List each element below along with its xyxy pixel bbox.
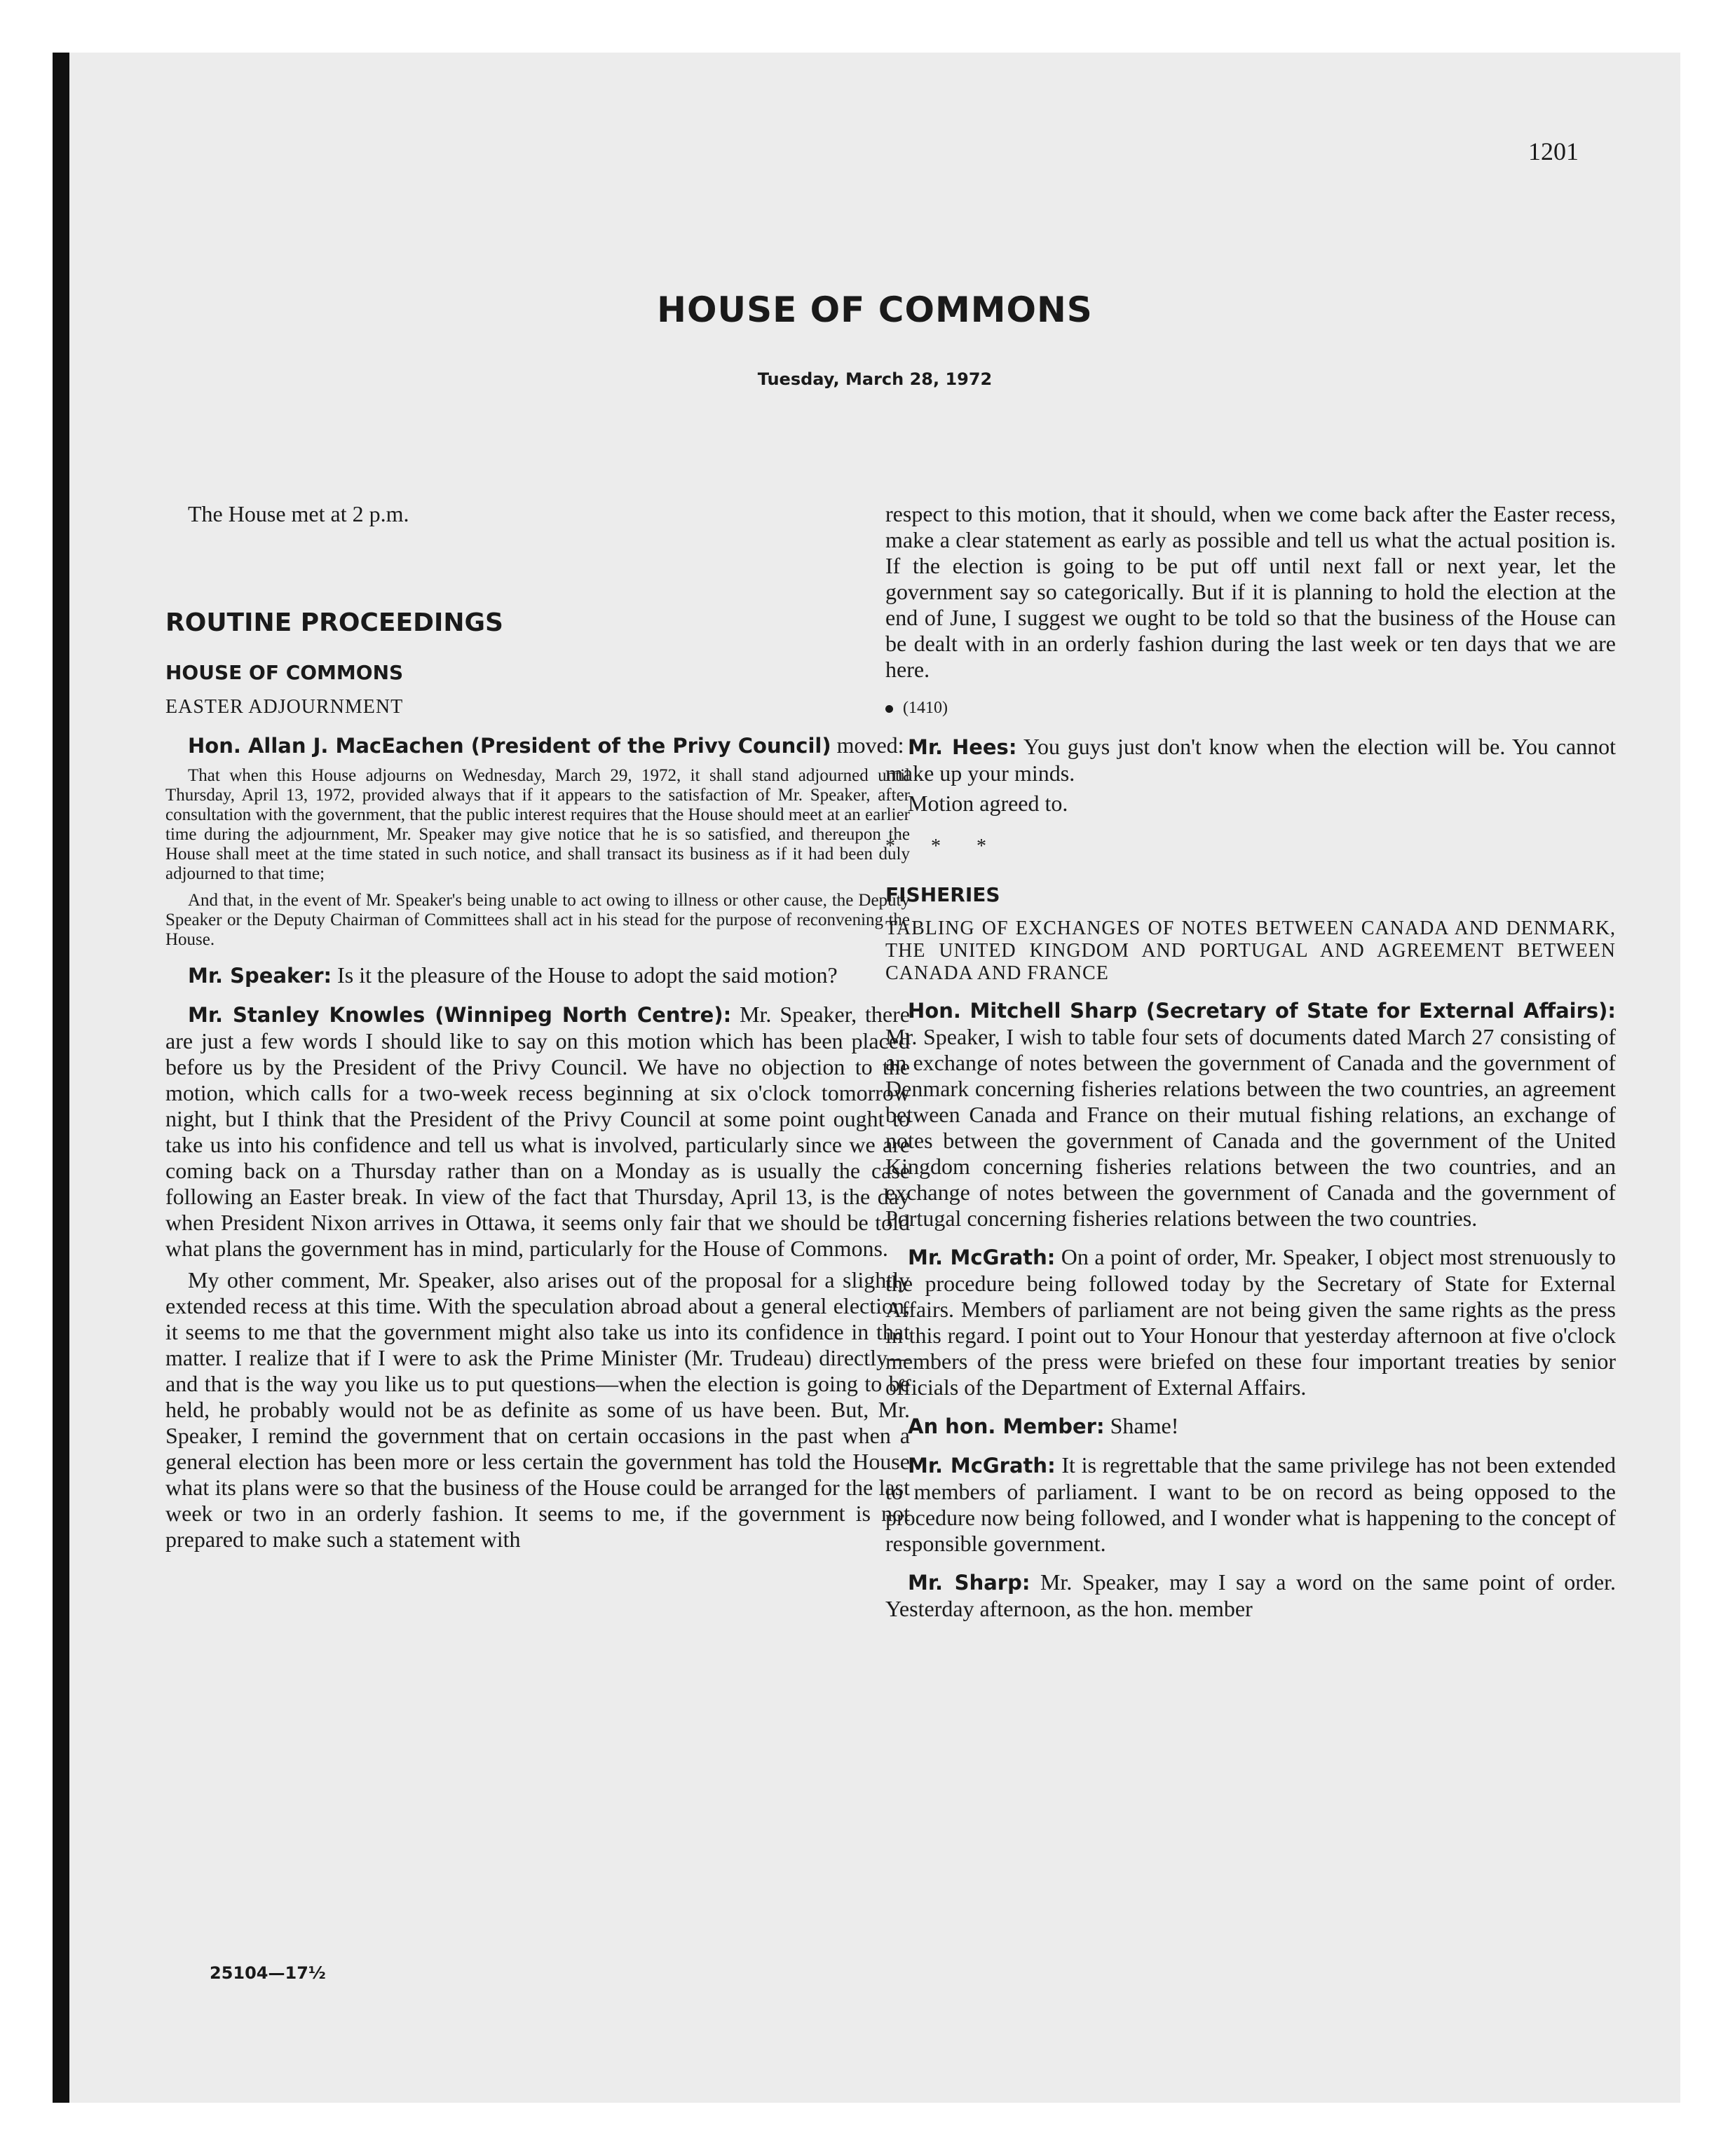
speaker-name: Mr. Hees: [908,735,1017,759]
speaker-name: An hon. Member: [908,1414,1105,1438]
mover-paragraph [165,732,910,759]
speaker-name: Hon. Allan J. MacEachen (President of the Privy Council) [188,734,831,758]
section-separator: * * * [885,835,1002,857]
speaker-name: Mr. McGrath: [908,1246,1056,1269]
speaker-name: Mr. McGrath: [908,1454,1056,1478]
speech-text: On a point of order, Mr. Speaker, I object most strenuously to the procedure being followed today by the Secretary of State for External Affairs. Members of parliament are not being given the same rights as the press in this regard. I point out to Your Honour that yesterday afternoon at five o'clock members of the press were briefed on these four important treaties by senior officials of the Department of External Affairs. [885,1244,1617,1400]
section-heading-routine-proceedings: ROUTINE PROCEEDINGS [165,608,503,637]
speech-paragraph: My other comment, Mr. Speaker, also arises out of the proposal for a slightly extended recess at this time. With the speculation abroad about a general election, it seems to me that the government might also take us into its confidence in that matter. I realize that if I were to ask the Prime Minister (Mr. Trudeau) directly—and that is the way you like us to put questions—when the election is going to be held, he probably would not be as definite as some of us have been. But, Mr. Speaker, I remind the government that on certain occasions in the past when a general election has been more or less certain the government has told the House what its plans were so that the business of the House could be arranged for the last week or two in an orderly fashion. It seems to me, if the government is not prepared to make such a statement with [165,1267,910,1552]
left-column [165,501,910,1553]
topic-easter-adjournment: EASTER ADJOURNMENT [165,696,404,718]
speech-paragraph [885,734,1616,786]
printer-code: 25104—17½ [210,1963,326,1983]
motion-paragraph: And that, in the event of Mr. Speaker's being unable to act owing to illness or other cause, the Deputy Speaker or the Deputy Chairman of Committees shall act in his stead for the purpose of reconvening the House. [165,891,910,949]
sitting-date: Tuesday, March 28, 1972 [757,369,993,389]
speaker-name: Mr. Sharp: [908,1571,1030,1595]
speech-paragraph [885,997,1616,1231]
speech-text: Shame! [1104,1413,1179,1438]
subheading-house-of-commons: HOUSE OF COMMONS [165,661,404,684]
scan-binding-edge [53,53,69,2103]
opening-line: The House met at 2 p.m. [188,501,409,526]
time-marker: (1410) [885,695,1616,721]
speech-paragraph [885,1569,1616,1622]
speech-paragraph [165,1002,910,1262]
speech-paragraph [885,1413,1616,1440]
hansard-page [69,53,1680,2103]
speaker-name: Mr. Speaker: [188,964,332,988]
section-heading-fisheries: FISHERIES [885,883,1000,906]
speech-text: Is it the pleasure of the House to adopt the said motion? [332,962,838,988]
speaker-name: Hon. Mitchell Sharp (Secretary of State for External Affairs): [908,999,1616,1023]
speech-text: Mr. Speaker, there are just a few words I should like to say on this motion which has been placed before us by the President of the Privy Council. We have no objection to the motion, which calls for a two-week recess beginning at six o'clock tomorrow night, but I think that the President of the Privy Council at some point ought to take us into his confidence and tell us what is involved, particularly since we are coming back on a Thursday rather than on a Monday as is usually the case following an Easter break. In view of the fact that Thursday, April 13, is the day when President Nixon arrives in Ottawa, it seems only fair that we should be told what plans the government has in mind, particularly for the House of Commons. [165,1002,910,1261]
bullet-icon [885,705,893,713]
speech-text: Mr. Speaker, may I say a word on the same point of order. Yesterday afternoon, as the hon. member [885,1569,1616,1621]
speech-paragraph [885,1244,1616,1400]
speech-continuation: respect to this motion, that it should, when we come back after the Easter recess, make a clear statement as early as possible and tell us what the actual position is. If the election is going to be put off until next fall or next year, let the government say so categorically. But if it is planning to hold the election at the end of June, I suggest we ought to be told so that the business of the House can be dealt with in an orderly fashion during the last week or ten days that we are here. [885,501,1616,682]
page-number: 1201 [1528,137,1579,165]
speech-text: moved: [831,732,904,758]
journal-title: HOUSE OF COMMONS [657,289,1093,330]
right-column [885,501,1616,1622]
speech-text: You guys just don't know when the election will be. You cannot make up your minds. [885,734,1617,786]
scanned-page [53,53,1680,2103]
speaker-name: Mr. Stanley Knowles (Winnipeg North Centre): [188,1003,732,1027]
speech-text: It is regrettable that the same privilege has not been extended to members of parliament. I want to be on record as being opposed to the procedure now being followed, and I wonder what is happening to the concept of responsible government. [885,1452,1617,1556]
speech-paragraph [165,962,910,989]
speech-paragraph [885,1452,1616,1557]
topic-tabling-of-notes: TABLING OF EXCHANGES OF NOTES BETWEEN CANADA AND DENMARK, THE UNITED KINGDOM AND PORTUGAL AND AGREEMENT BETWEEN CANADA AND FRANCE [885,917,1616,984]
motion-paragraph: That when this House adjourns on Wednesday, March 29, 1972, it shall stand adjourned until Thursday, April 13, 1972, provided always that if it appears to the satisfaction of Mr. Speaker, after consultation with the government, that the public interest requires that the House should meet at an earlier time during the adjournment, Mr. Speaker may give notice that he is so satisfied, and thereupon the House shall meet at the time stated in such notice, and shall transact its business as if it had been duly adjourned to that time; [165,766,910,883]
motion-result: Motion agreed to. [908,791,1068,816]
speech-text: Mr. Speaker, I wish to table four sets of documents dated March 27 consisting of an exchange of notes between the government of Canada and the government of Denmark concerning fisheries relations between the two countries, an agreement between Canada and France on their mutual fishing relations, an exchange of notes between the government of Canada and the government of the United Kingdom concerning fisheries relations between the two countries, and an exchange of notes between the government of Canada and the government of Portugal concerning fisheries relations between the two countries. [885,1024,1616,1231]
